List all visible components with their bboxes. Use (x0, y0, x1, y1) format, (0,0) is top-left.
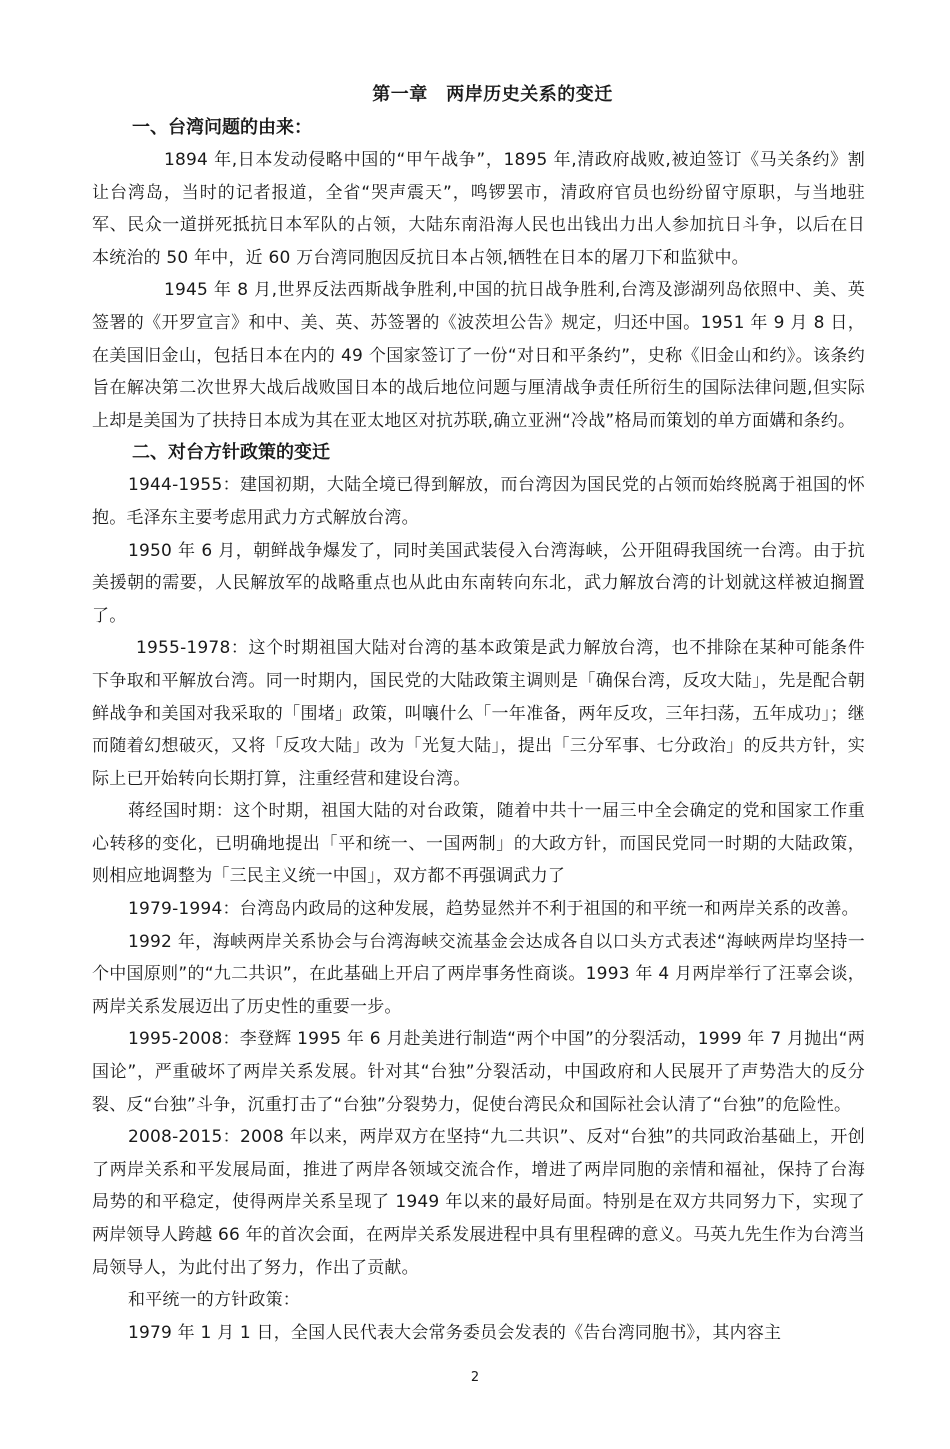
paragraph-1992: 1992 年，海峡两岸关系协会与台湾海峡交流基金会达成各自以口头方式表述“海峡两岸均坚持一个中国原则”的“九二共识”，在此基础上开启了两岸事务性商谈。1993 年 4 月两岸举行了汪辜会谈，两岸关系发展迈出了历史性的重要一步。 (92, 931, 865, 1017)
paragraph-1979-1994: 1979-1994：台湾岛内政局的这种发展，趋势显然并不利于祖国的和平统一和两岸关系的改善。 (128, 899, 859, 920)
paragraph-1955-1978: 1955-1978：这个时期祖国大陆对台湾的基本政策是武力解放台湾，也不排除在某种可能条件下争取和平解放台湾。同一时期内，国民党的大陆政策主调则是「确保台湾，反攻大陆」，先是配合朝鲜战争和美国对我采取的「围堵」政策，叫嚷什么「一年准备，两年反攻，三年扫荡，五年成功」；继而随着幻想破灭，又将「反攻大陆」改为「光复大陆」，提出「三分军事、七分政治」的反共方针，实际上已开始转向长期打算，注重经营和建设台湾。 (92, 638, 865, 789)
paragraph-2008-2015: 2008-2015：2008 年以来，两岸双方在坚持“九二共识”、反对“台独”的共同政治基础上，开创了两岸关系和平发展局面，推进了两岸各领域交流合作，增进了两岸同胞的亲情和福祉，保持了台海局势的和平稳定，使得两岸关系呈现了 1949 年以来的最好局面。特别是在双方共同努力下，实现了两岸领导人跨越 66 年的首次会面，在两岸关系发展进程中具有里程碑的意义。马英九先生作为台湾当局领导人，为此付出了努力，作出了贡献。 (92, 1127, 865, 1278)
paragraph-jiang-jingguo: 蒋经国时期：这个时期，祖国大陆的对台政策，随着中共十一届三中全会确定的党和国家工作重心转移的变化，已明确地提出「平和统一、一国两制」的大政方针，而国民党同一时期的大陆政策，则相应地调整为「三民主义统一中国」，双方都不再强调武力了 (92, 801, 865, 887)
section-heading-policy: 二、对台方针政策的变迁 (132, 442, 330, 464)
paragraph-peaceful-unification: 和平统一的方针政策： (128, 1290, 300, 1311)
paragraph-1894: 1894 年,日本发动侵略中国的“甲午战争”，1895 年,清政府战败,被迫签订《马关条约》割让台湾岛，当时的记者报道，全省“哭声震天”，鸣锣罢市，清政府官员也纷纷留守原职，与当地驻军、民众一道拼死抵抗日本军队的占领，大陆东南沿海人民也出钱出力出人参加抗日斗争，以后在日本统治的 50 年中，近 60 万台湾同胞因反抗日本占领,牺牲在日本的屠刀下和监狱中。 (92, 150, 865, 268)
section-heading-origin: 一、台湾问题的由来： (132, 117, 312, 138)
paragraph-1979: 1979 年 1 月 1 日，全国人民代表大会常务委员会发表的《告台湾同胞书》，其内容主 (128, 1322, 782, 1343)
paragraph-1945: 1945 年 8 月,世界反法西斯战争胜利,中国的抗日战争胜利,台湾及澎湖列岛依照中、美、英签署的《开罗宣言》和中、美、英、苏签署的《波茨坦公告》规定，归还中国。1951 年 9 月 8 日，在美国旧金山，包括日本在内的 49 个国家签订了一份“对日和平条约”，史称《旧金山和约》。该条约旨在解决第二次世界大战后战败国日本的战后地位问题与厘清战争责任所衍生的国际法律问题,但实际上却是美国为了扶持日本成为其在亚太地区对抗苏联,确立亚洲“冷战”格局而策划的单方面媾和条约。 (92, 280, 865, 431)
chapter-title: 第一章 两岸历史关系的变迁 (372, 84, 613, 105)
paragraph-1995-2008: 1995-2008：李登辉 1995 年 6 月赴美进行制造“两个中国”的分裂活动，1999 年 7 月抛出“两国论”，严重破坏了两岸关系发展。针对其“台独”分裂活动，中国政府和人民展开了声势浩大的反分裂、反“台独”斗争，沉重打击了“台独”分裂势力，促使台湾民众和国际社会认清了“台独”的危险性。 (92, 1029, 865, 1115)
page-number: 2 (470, 1370, 480, 1385)
paragraph-1944-1955: 1944-1955：建国初期，大陆全境已得到解放，而台湾因为国民党的占领而始终脱离于祖国的怀抱。毛泽东主要考虑用武力方式解放台湾。 (92, 475, 865, 528)
paragraph-1950: 1950 年 6 月，朝鲜战争爆发了，同时美国武装侵入台湾海峡，公开阻碍我国统一台湾。由于抗美援朝的需要，人民解放军的战略重点也从此由东南转向东北，武力解放台湾的计划就这样被迫搁置了。 (92, 540, 865, 626)
